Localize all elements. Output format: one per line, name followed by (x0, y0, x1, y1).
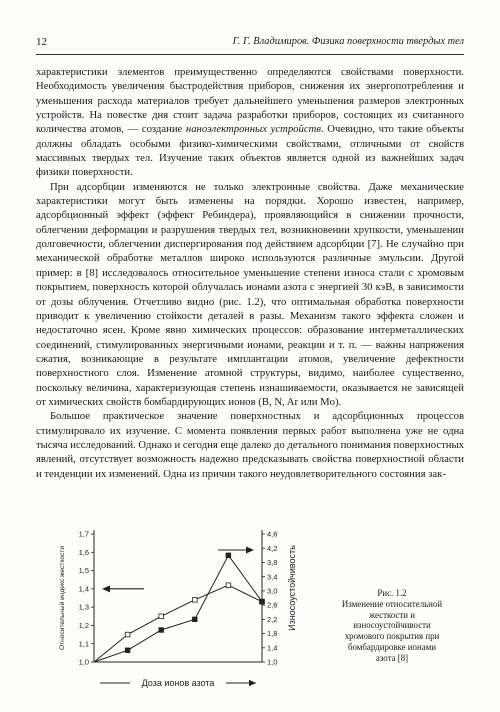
y-axis-label-right: Износоустойчивость (287, 545, 297, 631)
figure-caption (320, 588, 464, 664)
y-tick-label-right: 3,4 (267, 572, 278, 582)
y-tick-label-right: 3,8 (267, 558, 278, 568)
text-run: . Очевидно, что такие объекты должны обладать особыми физико-химическими свойствами, отличными от свойств массивных твердых тел. Изучение таких объектов является одной из важнейших задач физики поверхности. (36, 123, 464, 179)
running-head: Г. Г. Владимиров. Физика поверхности твердых тел (232, 36, 464, 47)
series-point-right (125, 648, 130, 653)
series-point-left (159, 614, 164, 619)
series-point-left (226, 583, 231, 588)
text-run: Большое практическое значение поверхностных и адсорбционных процессов стимулировало их изучение. С момента появления первых работ выполнена уже не одна тысяча исследований. Однако и сегодня еще далеко до детального понимания поверхностных явлений, отсутствует возможность надежно предсказывать свойства поверхностной области и тенденции их изменений. Одна из причин такого неудовлетворительного состояния зак- (36, 410, 464, 480)
y-tick-label-right: 1,4 (267, 643, 278, 653)
y-tick-label-right: 4,6 (267, 529, 278, 539)
y-tick-label-left: 1,7 (78, 529, 89, 539)
left-arrowhead (102, 585, 110, 592)
y-tick-label-left: 1,1 (78, 639, 89, 649)
y-axis-label-left: Относительный индекс жесткости (59, 546, 66, 650)
emphasis-text: наноэлектронных устройств (185, 123, 321, 136)
caption-line: бомбардировке ионами (348, 641, 436, 652)
series-point-right (159, 628, 164, 633)
page-header (36, 36, 464, 52)
caption-line: жесткости и (368, 609, 416, 620)
y-tick-label-left: 1,5 (78, 566, 89, 576)
series-line-right (94, 555, 262, 662)
text-run: При адсорбции изменяются не только электронные свойства. Даже механические характеристики могут быть изменены на порядки. Хорошо известен, например, адсорбционный эффект (эффект Ребиндера), проявляющийся в снижении прочности, облегчении деформации и разрушения твердых тел, возникновении хрупкости, уменьшении долговечности, облегчении диспергирования под действием адсорбции [7]. Не случайно при механической обработке металлов широко используются различные эмульсии. Другой пример: в [8] исследовалось относительное уменьшение степени износа стали с хромовым покрытием, поверхность которой облучалась ионами азота с энергией 30 кэВ, в зависимости от дозы облучения. Отчетливо видно (рис. 1.2), что оптимальная обработка поверхности приводит к увеличению стойкости деталей в разы. Механизм такого эффекта сложен и недостаточно ясен. Кроме явно химических процессов: образование интерметаллических соединений, стимулированных энергичными ионами, реакции и т. п. — важны напряжения сжатия, возникающие в результате имплантации атомов, увеличение дефектности поверхностного слоя. Изменение атомной структуры, видимо, наиболее существенно, поскольку величина, характеризующая степень изнашиваемости, оказывается не зависящей от химических свойств бомбардирующих ионов (B, N, Ar или Mo). (36, 180, 464, 408)
caption-number: Рис. 1.2 (377, 588, 407, 598)
y-tick-label-right: 1,8 (267, 629, 278, 639)
y-tick-label-right: 1,0 (267, 657, 278, 667)
y-tick-label-left: 1,6 (78, 547, 89, 557)
wear-stiffness-chart (36, 520, 316, 700)
caption-line: Изменение относительной (341, 598, 443, 609)
caption-line: износоустойчивости (353, 620, 431, 631)
y-tick-label-right: 3,0 (267, 586, 278, 596)
series-line-left (94, 585, 262, 662)
y-tick-label-right: 2,2 (267, 614, 278, 624)
series-point-right (260, 599, 265, 604)
y-tick-label-left: 1,4 (78, 584, 89, 594)
page-number: 12 (36, 36, 47, 48)
figure-1-2 (36, 520, 464, 700)
header-rule (36, 54, 464, 55)
paragraph (36, 180, 464, 410)
y-tick-label-left: 1,3 (78, 602, 89, 612)
paragraph (36, 65, 464, 180)
caption-line: хромового покрытия при (344, 631, 440, 642)
body-text (36, 65, 464, 481)
caption-line: азота [8] (375, 652, 409, 663)
x-axis-label: Доза ионов азота (141, 678, 215, 688)
series-point-left (193, 598, 198, 603)
series-point-right (226, 553, 231, 558)
paragraph (36, 409, 464, 481)
series-point-left (125, 632, 130, 637)
y-tick-label-right: 4,2 (267, 543, 278, 553)
y-tick-label-right: 2,6 (267, 600, 278, 610)
y-tick-label-left: 1,0 (78, 657, 89, 667)
text-run: характеристики элементов преимущественно определяются свойствами поверхности. Необходимость увеличения быстродействия приборов, снижения их энергопотребления и уменьшения расхода материалов требует дальнейшего уменьшения размеров электронных устройств. На повестке дня стоит задача разработки приборов, состоящих из считанного количества атомов, — создание (36, 66, 464, 136)
series-point-right (193, 617, 198, 622)
x-axis-arrowhead (249, 680, 256, 686)
right-arrowhead (246, 547, 254, 554)
y-tick-label-left: 1,2 (78, 621, 89, 631)
